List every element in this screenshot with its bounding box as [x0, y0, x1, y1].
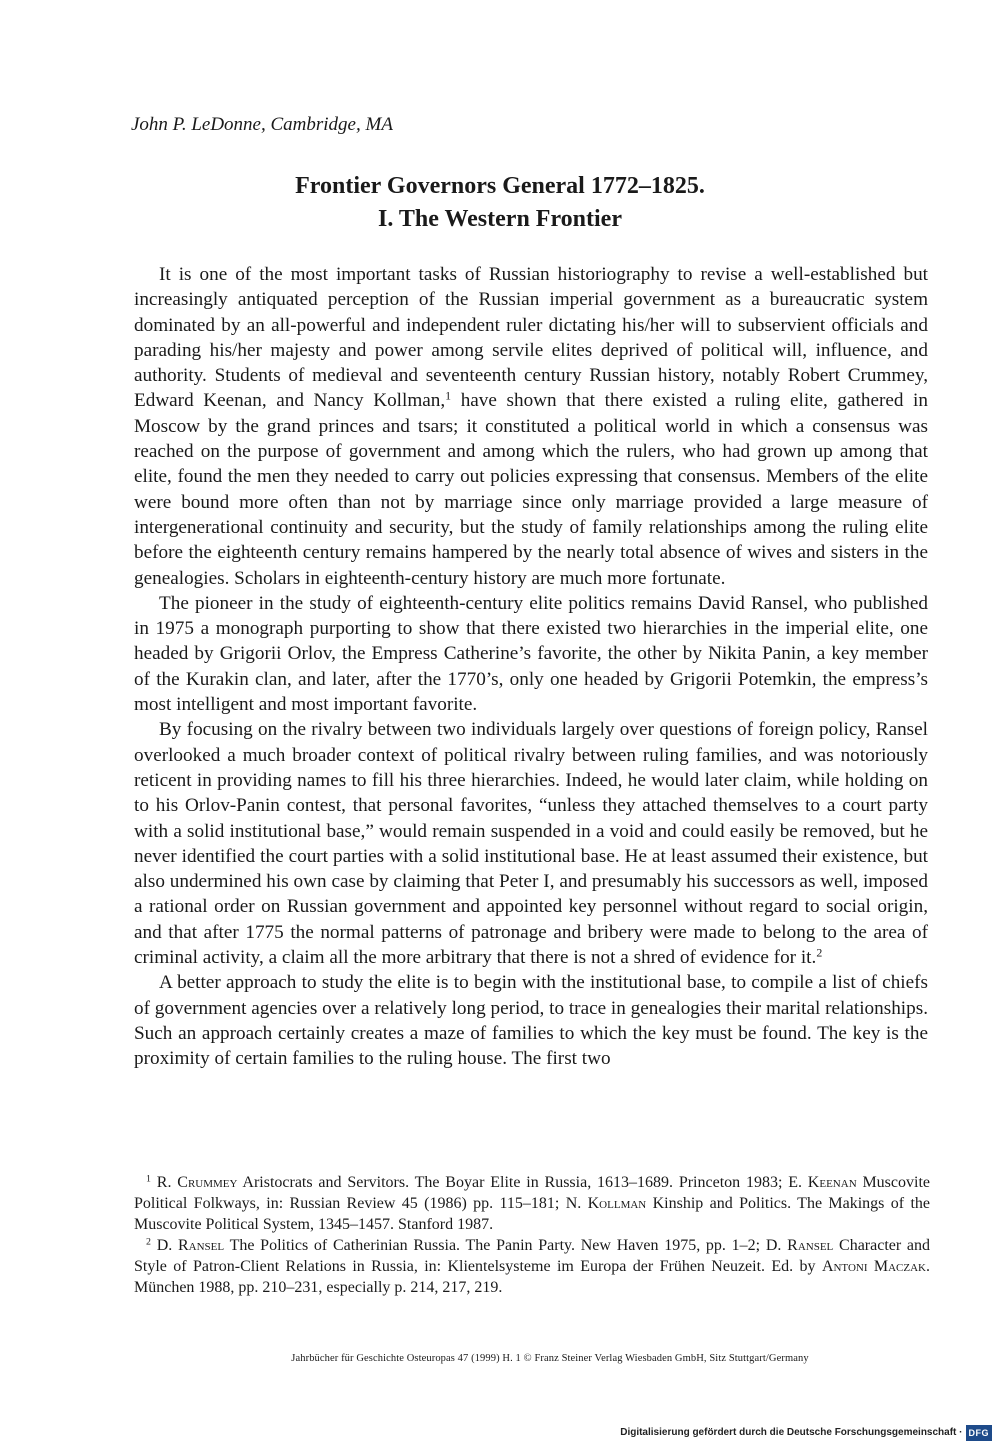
dfg-logo-icon: DFG	[966, 1425, 993, 1441]
body-paragraph: The pioneer in the study of eighteenth-century elite politics remains David Ransel, who published in 1975 a monograph purporting to show that there existed two hierarchies in the imperial elite, one headed by Grigorii Orlov, the Empress Catherine’s favorite, the other by Nikita Panin, a key member of the Kurakin clan, and later, after the 1770’s, only one headed by Grigorii Potemkin, the empress’s most intelligent and most important favorite.	[134, 592, 928, 716]
article-subtitle: I. The Western Frontier	[378, 206, 622, 232]
article-body	[134, 262, 928, 1072]
digitization-credit-text: Digitalisierung gefördert durch die Deutsche Forschungsgemeinschaft ·	[620, 1427, 963, 1438]
digitization-credit	[620, 1425, 992, 1441]
footnote-ref: 1	[445, 388, 452, 403]
body-paragraph: By focusing on the rivalry between two individuals largely over questions of foreign policy, Ransel overlooked a much broader context of political rivalry between ruling families, and was notoriously reticent in providing names to fill his three hierarchies. Indeed, he would later claim, while holding on to his Orlov-Panin contest, that personal favorites, “unless they attached themselves to a court party with a solid institutional base,” would remain suspended in a void and could easily be removed, but he never identified the court parties with a solid institutional base. He at least assumed their existence, but also undermined his own case by claiming that Peter I, and presumably his successors as well, imposed a rational order on Russian government and appointed key personnel without regard to social origin, and that after 1775 the normal patterns of patronage and bribery were made to belong to the area of criminal activity, a claim all the more arbitrary that there is not a shred of evidence for it.$^2$	[134, 719, 928, 969]
author-line: John P. LeDonne, Cambridge, MA	[131, 114, 393, 135]
body-paragraph: A better approach to study the elite is to begin with the institutional base, to compile a list of chiefs of government agencies over a relatively long period, to trace in genealogies their marital relationships. Such an approach certainly creates a maze of families to which the key must be found. The key is the proximity of certain families to the ruling house. The first two	[134, 972, 928, 1070]
footnote-number: 2	[146, 1236, 151, 1248]
footnote-number: 1	[146, 1173, 151, 1185]
footnote: $^2$ D. Ransel The Politics of Catherinian Russia. The Panin Party. New Haven 1975, pp. 1–2; D. Ransel Character and Style of Patron-Client Relations in Russia, in: Klientelsysteme im Europa der Frühen Neuzeit. Ed. by Antoni Maczak. München 1988, pp. 210–231, especially p. 214, 217, 219.	[134, 1236, 931, 1296]
journal-imprint: Jahrbücher für Geschichte Osteuropas 47 (1999) H. 1 © Franz Steiner Verlag Wiesbaden GmbH, Sitz Stuttgart/Germany	[291, 1353, 809, 1364]
article-title: Frontier Governors General 1772–1825.	[295, 173, 705, 199]
body-paragraph: It is one of the most important tasks of Russian historiography to revise a well-established but increasingly antiquated perception of the Russian imperial government as a bureaucratic system dominated by an all-powerful and independent ruler dictating his/her will to subservient officials and parading his/her majesty and power among servile elites deprived of political will, influence, and authority. Students of medieval and seventeenth century Russian history, notably Robert Crummey, Edward Keenan, and Nancy Kollman,$^1$ have shown that there existed a ruling elite, gathered in Moscow by the grand princes and tsars; it constituted a political world in which a consensus was reached on the purpose of government and among which the rulers, who had grown up among that elite, found the men they needed to carry out policies expressing that consensus. Members of the elite were bound more often than not by marriage since only marriage provided a large measure of intergenerational continuity and security, but the study of family relationships among the ruling elite before the eighteenth century remains hampered by the nearly total absence of wives and sisters in the genealogies. Scholars in eighteenth-century history are much more fortunate.	[134, 264, 928, 589]
footnotes	[134, 1172, 930, 1298]
footnote: $^1$ R. Crummey Aristocrats and Servitors. The Boyar Elite in Russia, 1613–1689. Princeton 1983; E. Keenan Muscovite Political Folkways, in: Russian Review 45 (1986) pp. 115–181; N. Kollman Kinship and Politics. The Makings of the Muscovite Political System, 1345–1457. Stanford 1987.	[134, 1173, 931, 1233]
footnote-ref: 2	[816, 945, 823, 960]
